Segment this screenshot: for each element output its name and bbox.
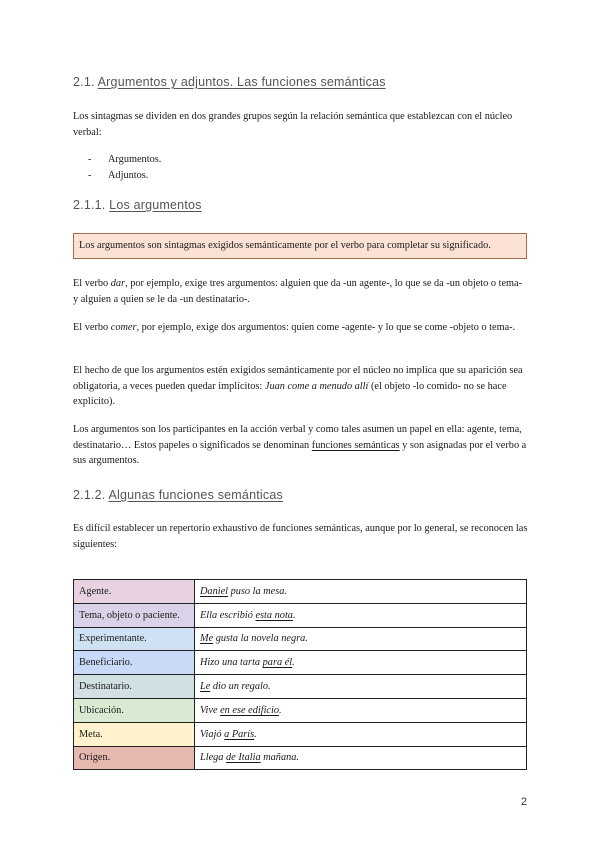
example-argument: esta nota	[255, 609, 293, 621]
example-argument: Me	[200, 633, 214, 645]
example-text: Hizo una tarta	[200, 657, 263, 669]
role-name-cell: Meta.	[74, 722, 195, 746]
verb-example: dar	[110, 278, 126, 289]
table-row	[74, 722, 527, 746]
list-item	[88, 168, 161, 184]
table-row	[74, 698, 527, 722]
example-cell	[195, 580, 527, 604]
subsection-heading-functions	[73, 488, 283, 502]
definition-callout: Los argumentos son sintagmas exigidos semánticamente por el verbo para completar su significado.	[73, 233, 527, 259]
verb-example: comer	[110, 322, 137, 333]
text-segment: , por ejemplo, exige dos argumentos: quien come -agente- y lo que se come -objeto o tema-.	[136, 322, 516, 333]
role-name-cell: Agente.	[74, 580, 195, 604]
example-argument: para él	[262, 657, 293, 669]
example-text: puso la mesa.	[228, 585, 287, 597]
table-row	[74, 651, 527, 675]
table-row	[74, 746, 527, 770]
section-title: Argumentos y adjuntos. Las funciones semánticas	[97, 75, 386, 89]
example-argument: de Italia	[226, 752, 261, 764]
paragraph-dar	[73, 276, 528, 307]
key-term: funciones semánticas	[311, 439, 400, 451]
example-text: .	[279, 704, 282, 716]
example-argument: a París	[224, 728, 255, 740]
page-number: 2	[520, 796, 527, 808]
list-item-label: Argumentos.	[108, 154, 162, 165]
subsection-number: 2.1.2.	[73, 488, 106, 502]
group-list	[88, 152, 161, 183]
subsection-title: Algunas funciones semánticas	[108, 488, 283, 502]
example-cell	[195, 603, 527, 627]
table-row	[74, 627, 527, 651]
example-argument: Le	[200, 681, 211, 693]
text-segment: El hecho de que los argumentos estén exigidos semánticamente por el núcleo no implica que su aparición sea obligatoria, a veces pueden quedar implícitos:	[73, 365, 523, 392]
example-text: gusta la novela negra.	[213, 633, 308, 645]
list-dash: -	[88, 154, 92, 165]
semantic-roles-table	[73, 579, 527, 770]
text-segment: El verbo	[73, 278, 111, 289]
example-cell	[195, 627, 527, 651]
list-item-label: Adjuntos.	[108, 169, 149, 181]
example-text: .	[254, 728, 257, 740]
table-row	[74, 580, 527, 604]
example-text: dio un regalo.	[210, 681, 271, 693]
role-name-cell: Beneficiario.	[74, 651, 195, 675]
example-text: mañana.	[260, 752, 299, 764]
subsection-heading-arguments	[73, 198, 202, 212]
text-segment: y son asignadas por el verbo a sus argumentos.	[73, 439, 527, 466]
sentence-example: Juan come a menudo allí	[264, 380, 369, 392]
text-segment: , por ejemplo, exige tres argumentos: alguien que da -un agente-, lo que se da -un objeto o tema- y alguien a quien se le da -un destinatario-.	[73, 278, 523, 305]
example-text: Llega	[200, 752, 227, 764]
paragraph-functions	[73, 422, 528, 469]
example-text: Vive	[200, 704, 221, 716]
intro-paragraph: Los sintagmas se dividen en dos grandes grupos según la relación semántica que establezcan con el núcleo verbal:	[73, 111, 513, 138]
example-cell	[195, 675, 527, 699]
example-text: Ella escribió	[200, 609, 256, 621]
example-text: Viajó	[200, 728, 225, 740]
text-segment: El verbo	[73, 322, 111, 333]
text-segment: (el objeto -lo comido- no se hace explícito).	[73, 380, 507, 407]
role-name-cell: Ubicación.	[74, 698, 195, 722]
table-row	[74, 675, 527, 699]
example-cell	[195, 746, 527, 770]
example-text: .	[292, 609, 296, 621]
role-name-cell: Experimentante.	[74, 627, 195, 651]
list-dash: -	[88, 169, 92, 181]
role-name-cell: Tema, objeto o paciente.	[74, 603, 195, 627]
example-argument: en ese edificio	[220, 704, 280, 716]
paragraph-comer	[73, 320, 528, 336]
section-number: 2.1.	[73, 75, 95, 89]
example-argument: Daniel	[200, 585, 229, 597]
example-cell	[195, 722, 527, 746]
paragraph-implicit	[73, 363, 528, 410]
subsection-number: 2.1.1.	[73, 198, 106, 212]
example-cell	[195, 651, 527, 675]
example-text: .	[292, 657, 295, 669]
paragraph-repertoire: Es difícil establecer un repertorio exhaustivo de funciones semánticas, aunque por lo general, se reconocen las siguientes:	[73, 523, 528, 550]
role-name-cell: Origen.	[74, 746, 195, 770]
subsection-title: Los argumentos	[109, 198, 202, 212]
list-item	[88, 152, 161, 168]
table-row	[74, 603, 527, 627]
example-cell	[195, 698, 527, 722]
section-heading	[73, 75, 386, 89]
role-name-cell: Destinatario.	[74, 675, 195, 699]
text-segment: Los argumentos son los participantes en la acción verbal y como tales asumen un papel en ella: agente, tema, destinatario… Estos papeles o significados se denominan	[73, 424, 522, 451]
